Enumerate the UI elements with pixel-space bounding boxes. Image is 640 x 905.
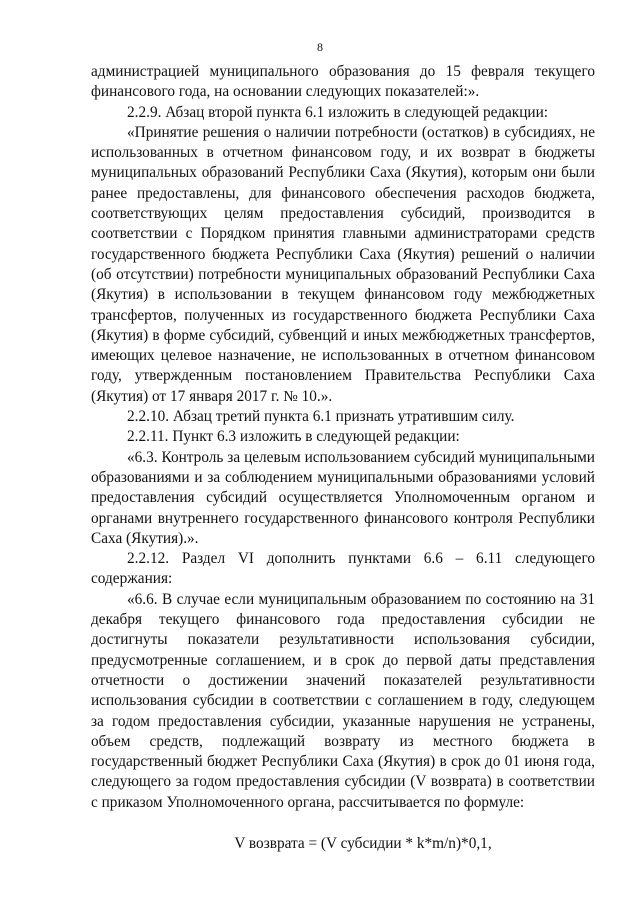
paragraph-continuation: администрацией муниципального образования до 15 февраля текущего финансового года, на основании следующих показателей:». xyxy=(91,63,595,101)
paragraph-quote-6-6: «6.6. В случае если муниципальным образованием по состоянию на 31 декабря текущего финансового года предоставления субсидии не достигнуты показатели результативности использования субсидии, предусмотренные соглашением, и в срок до первой даты представления отчетности о достижении значений показателей результативности использования субсидии в соответствии с соглашением в году, следующем за годом предоставления субсидии, указанные нарушения не устранены, объем средств, подлежащий возврату из местного бюджета в государственный бюджет Республики Саха (Якутия) в срок до 01 июня года, следующего за годом предоставления субсидии (V возврата) в соответствии с приказом Уполномоченного органа, рассчитывается по формуле: xyxy=(91,590,595,811)
document-body xyxy=(91,62,595,854)
paragraph-2-2-9: 2.2.9. Абзац второй пункта 6.1 изложить в следующей редакции: xyxy=(127,103,549,121)
formula: V возврата = (V субсидии * k*m/n)*0,1, xyxy=(234,834,492,852)
page-number: 8 xyxy=(317,40,323,54)
paragraph-quote-6-1: «Принятие решения о наличии потребности (остатков) в субсидиях, не использованных в отчетном финансовом году, и их возврат в бюджеты муниципальных образований Республики Саха (Якутия), которым они были ранее предоставлены, для финансового обеспечения расходов бюджета, соответствующих целям предоставления субсидий, производится в соответствии с Порядком принятия главными администраторами средств государственного бюджета Республики Саха (Якутия) решений о наличии (об отсутствии) потребности муниципальных образований Республики Саха (Якутия) в использовании в текущем финансовом году межбюджетных трансфертов, полученных из государственного бюджета Республики Саха (Якутия) в форме субсидий, субвенций и иных межбюджетных трансфертов, имеющих целевое назначение, не использованных в отчетном финансовом году, утвержденным постановлением Правительства Республики Саха (Якутия) от 17 января 2017 г. № 10.». xyxy=(91,123,595,405)
paragraph-2-2-11: 2.2.11. Пункт 6.3 изложить в следующей редакции: xyxy=(127,428,460,446)
paragraph-2-2-10: 2.2.10. Абзац третий пункта 6.1 признать утратившим силу. xyxy=(127,408,515,426)
paragraph-2-2-12: 2.2.12. Раздел VI дополнить пунктами 6.6 – 6.11 следующего содержания: xyxy=(91,550,595,588)
paragraph-quote-6-3: «6.3. Контроль за целевым использованием субсидий муниципальными образованиями и за соблюдением муниципальными образованиями условий предоставления субсидий осуществляется Уполномоченным органом и органами внутреннего государственного финансового контроля Республики Саха (Якутия).». xyxy=(91,448,595,547)
